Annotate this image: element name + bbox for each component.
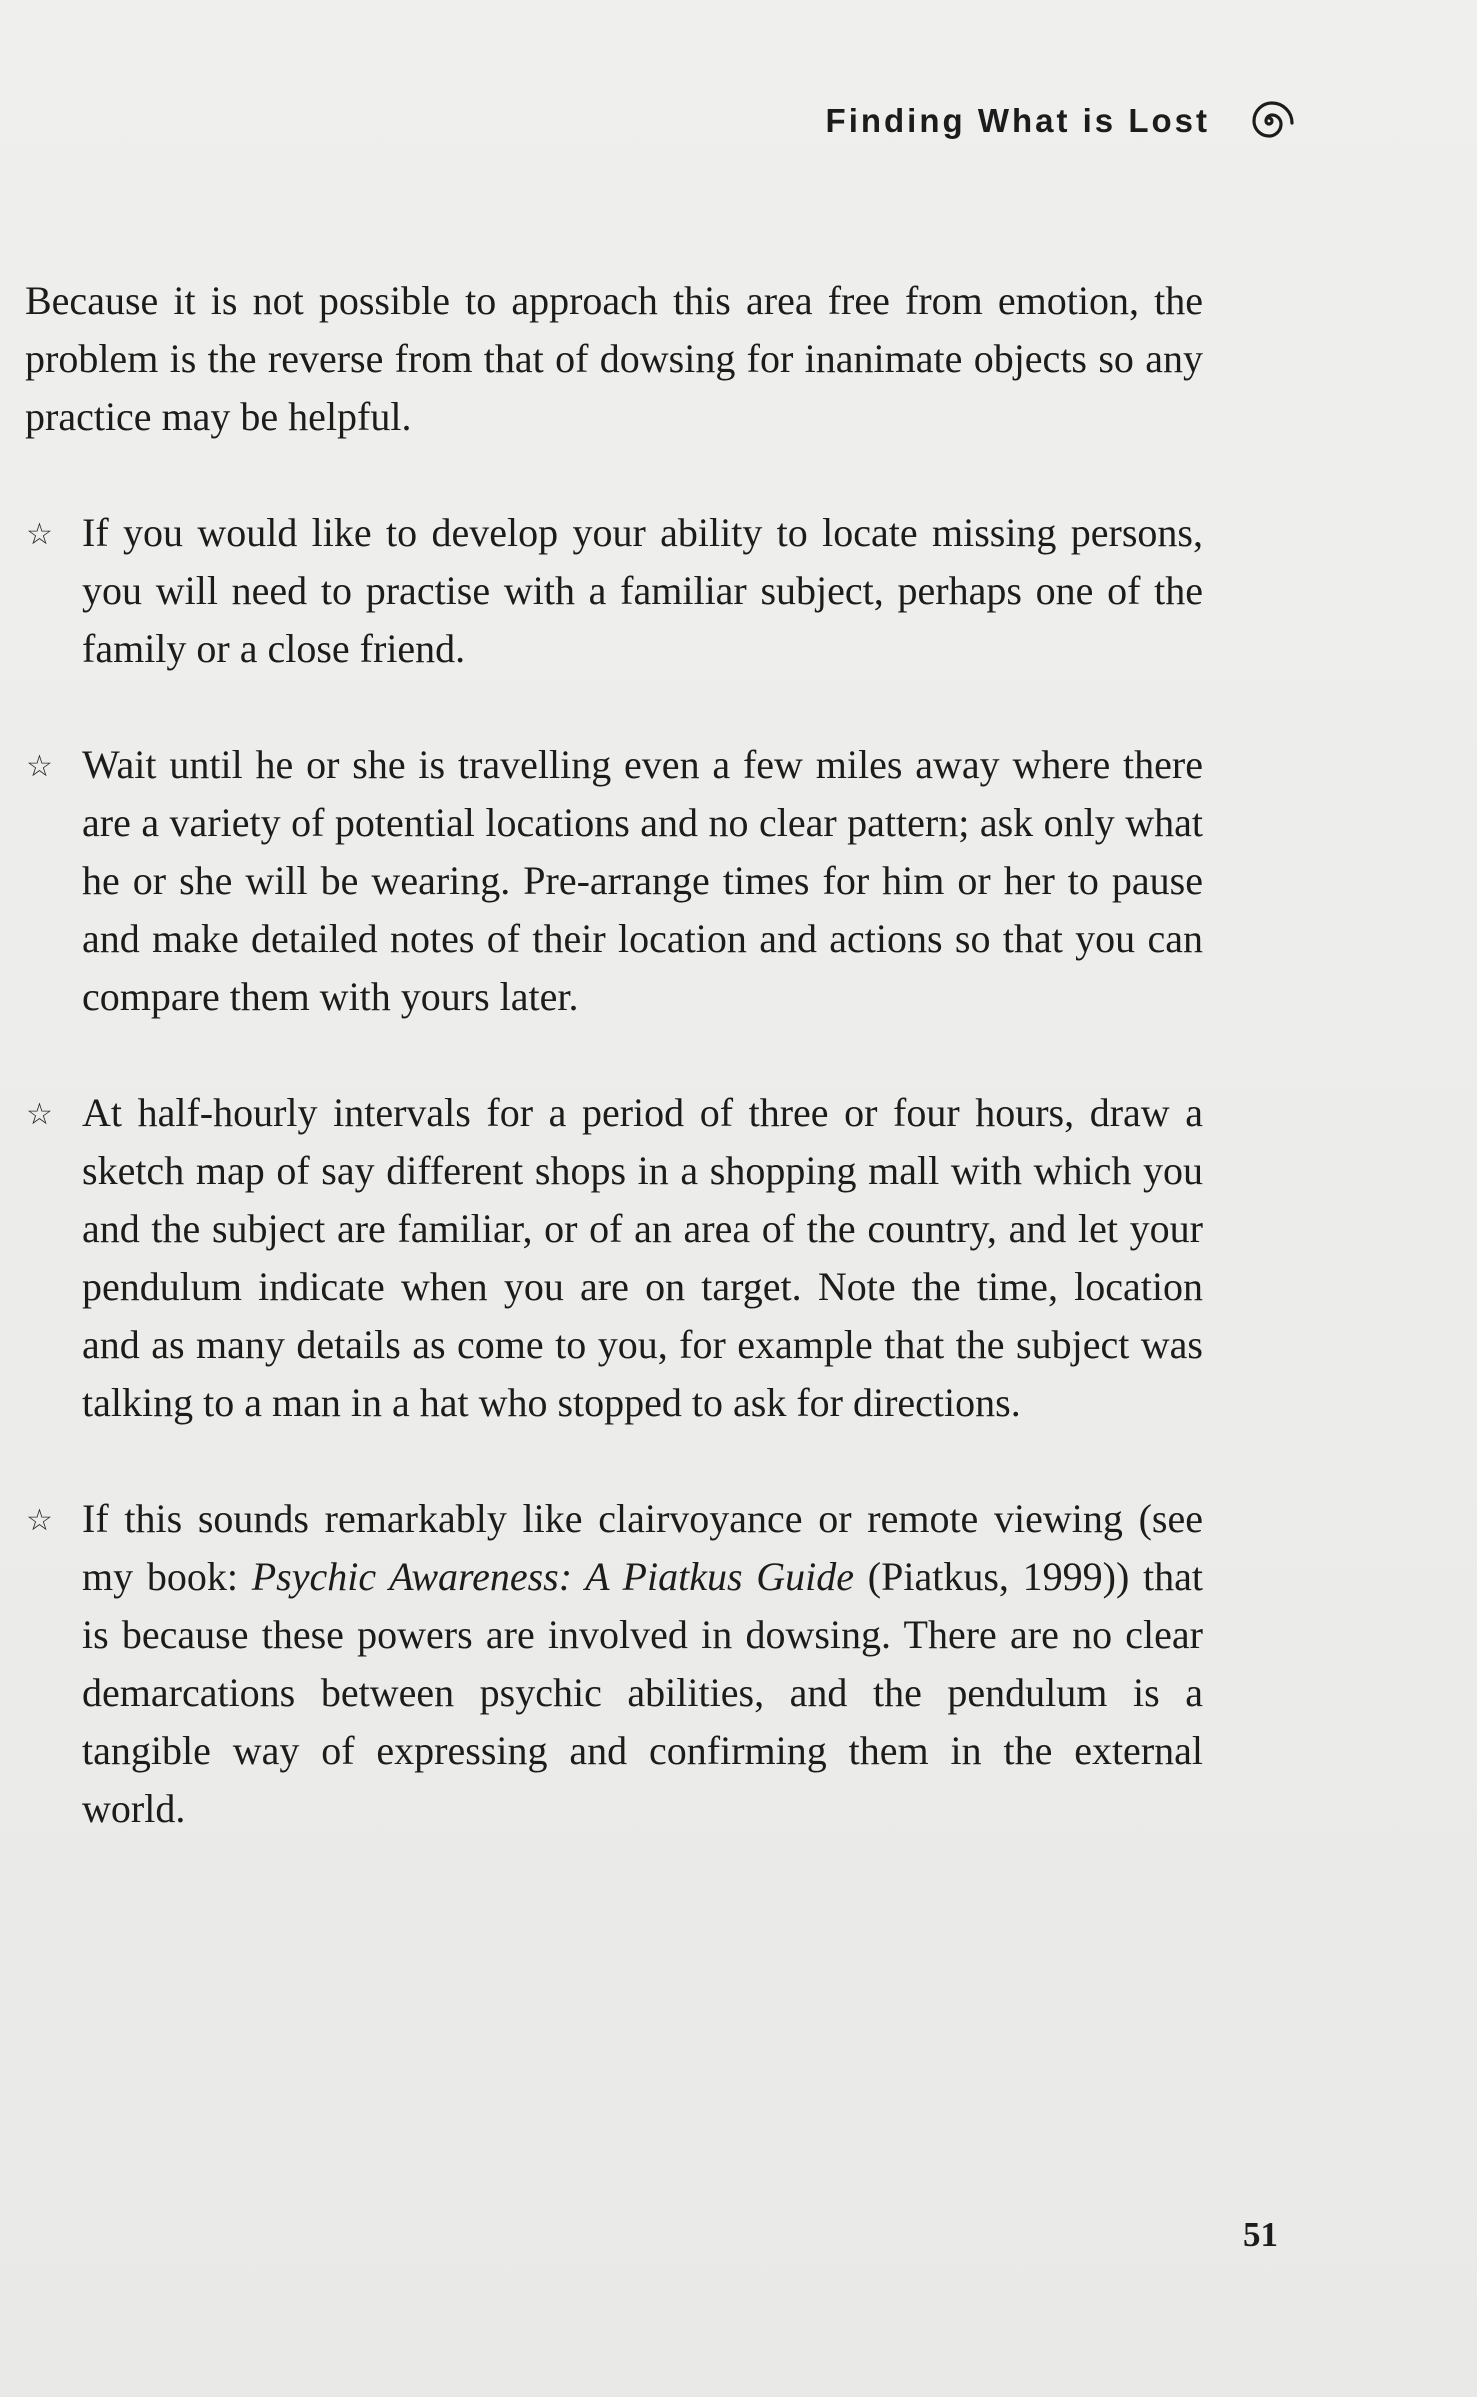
star-icon: ☆ [26,1503,53,1538]
intro-paragraph: Because it is not possible to approach this area free from emotion, the problem is the reverse from that of dowsing for inanimate objects so any practice may be helpful. [25,278,1203,439]
star-icon: ☆ [26,1097,53,1132]
page-number: 51 [1243,2215,1278,2254]
bullet-text-before: If this sounds remarkably like clairvoyance or remote viewing (see my book: [82,1496,1203,1599]
star-icon: ☆ [26,517,53,552]
bullet-text: Wait until he or she is travelling even a few miles away where there are a variety of potential locations and no clear pattern; ask only what he or she will be wearing. Pre-arrange times for him or her to pause and make detailed notes of their location and actions so that you can compare them with yours later. [82,742,1203,1019]
spiral-icon [1244,96,1294,146]
bullet-text-after: (Piatkus, 1999)) that is because these powers are involved in dowsing. There are no clear demarcations between psychic abilities, and the pendulum is a tangible way of expressing and confirming them in the external world. [82,1554,1204,1831]
book-title: Psychic Awareness: A Piatkus Guide [251,1554,855,1599]
bullet-item [25,1084,1203,1432]
bullet-item [25,1490,1203,1838]
star-icon: ☆ [26,749,53,784]
bullet-item [25,736,1203,1026]
running-head: Finding What is Lost [825,102,1210,139]
body-text [25,272,1203,1896]
bullet-item [25,504,1203,678]
bullet-text: At half-hourly intervals for a period of three or four hours, draw a sketch map of say different shops in a shopping mall with which you and the subject are familiar, or of an area of the country, and let your pendulum indicate when you are on target. Note the time, location and as many details as come to you, for example that the subject was talking to a man in a hat who stopped to ask for directions. [82,1090,1203,1425]
bullet-text: If you would like to develop your ability to locate missing persons, you will need to practise with a familiar subject, perhaps one of the family or a close friend. [82,510,1203,671]
